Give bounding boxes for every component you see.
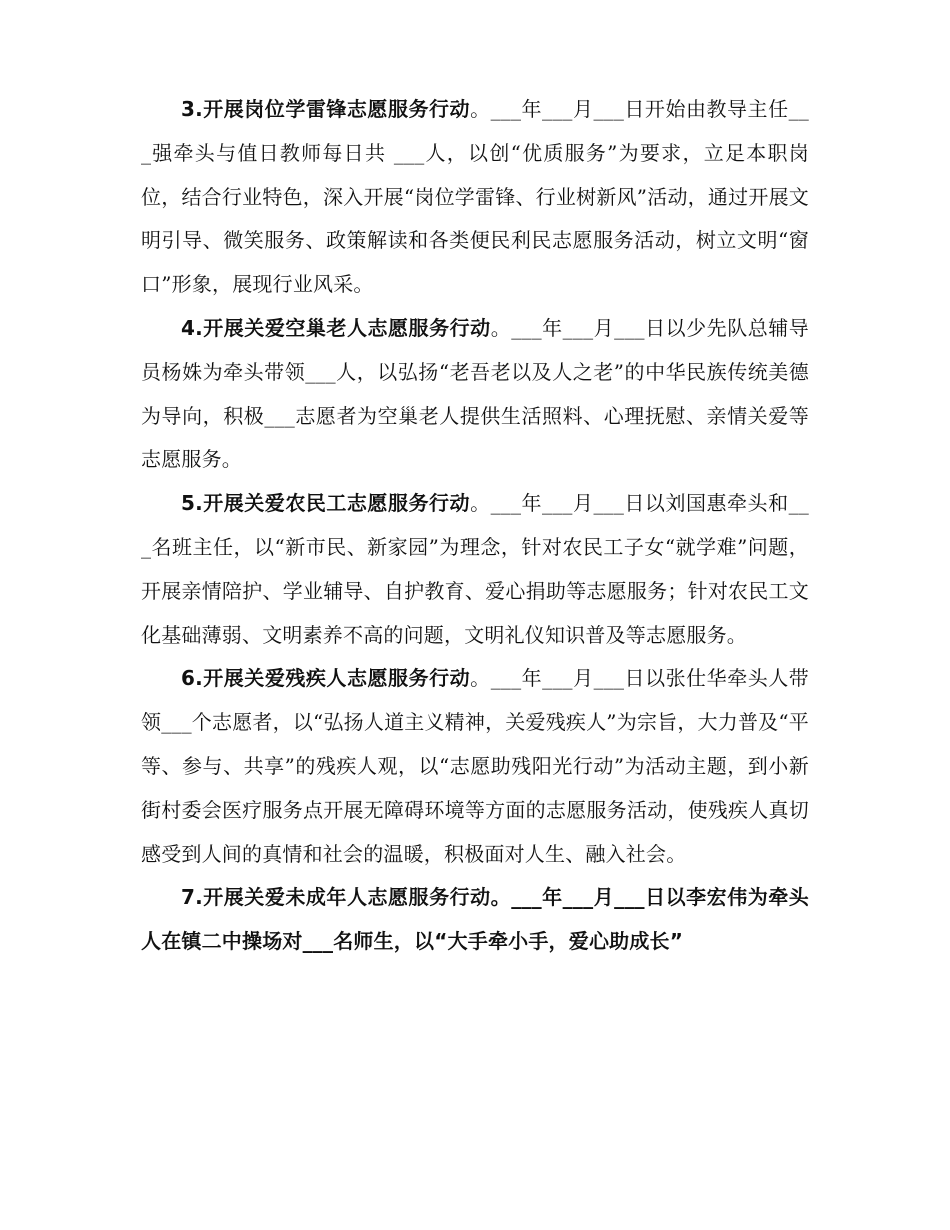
paragraph-body: 。___年___月___日以张仕华牵头人带领___个志愿者，以“弘扬人道主义精神，关爱残疾人”为宗旨，大力普及“平等、参与、共享”的残疾人观，以“志愿助残阳光行动”为活动主题，到小新街村委会医疗服务点开展无障碍环境等方面的志愿服务活动，使残疾人真切感受到人间的真情和社会的温暖，积极面对人生、融入社会。 [141, 666, 809, 866]
paragraph-heading: 4.开展关爱空巢老人志愿服务行动 [181, 315, 491, 340]
paragraph-body: 。___年___月___日以刘国惠牵头和___名班主任，以“新市民、新家园”为理念，针对农民工子女“就学难”问题，开展亲情陪护、学业辅导、自护教育、爱心捐助等志愿服务；针对农民工文化基础薄弱、文明素养不高的问题，文明礼仪知识普及等志愿服务。 [141, 491, 810, 647]
paragraph-7: 7.开展关爱未成年人志愿服务行动。___年___月___日以李宏伟为牵头人在镇二中操场对___名师生，以“大手牵小手，爱心助成长” [141, 885, 809, 954]
paragraph-6 [141, 657, 809, 876]
paragraph-3 [141, 88, 809, 307]
paragraph-body: 。___年___月___日开始由教导主任___强牵头与值日教师每日共 ___人，以创“优质服务”为要求，立足本职岗位，结合行业特色，深入开展“岗位学雷锋、行业树新风”活动，通过开展文明引导、微笑服务、政策解读和各类便民利民志愿服务活动，树立文明“窗口”形象，展现行业风采。 [141, 97, 810, 297]
paragraph-4 [141, 307, 809, 482]
paragraph-heading: 5.开展关爱农民工志愿服务行动 [181, 491, 471, 516]
paragraph-heading: 3.开展岗位学雷锋志愿服务行动 [181, 97, 471, 121]
paragraph-heading: 6.开展关爱残疾人志愿服务行动 [181, 666, 471, 691]
paragraph-5 [141, 482, 809, 657]
paragraph-body: 。___年___月___日以少先队总辅导员杨姝为牵头带领___人，以弘扬“老吾老以及人之老”的中华民族传统美德为导向，积极___志愿者为空巢老人提供生活照料、心理抚慰、亲情关爱等志愿服务。 [141, 315, 809, 472]
document-body [141, 88, 809, 964]
